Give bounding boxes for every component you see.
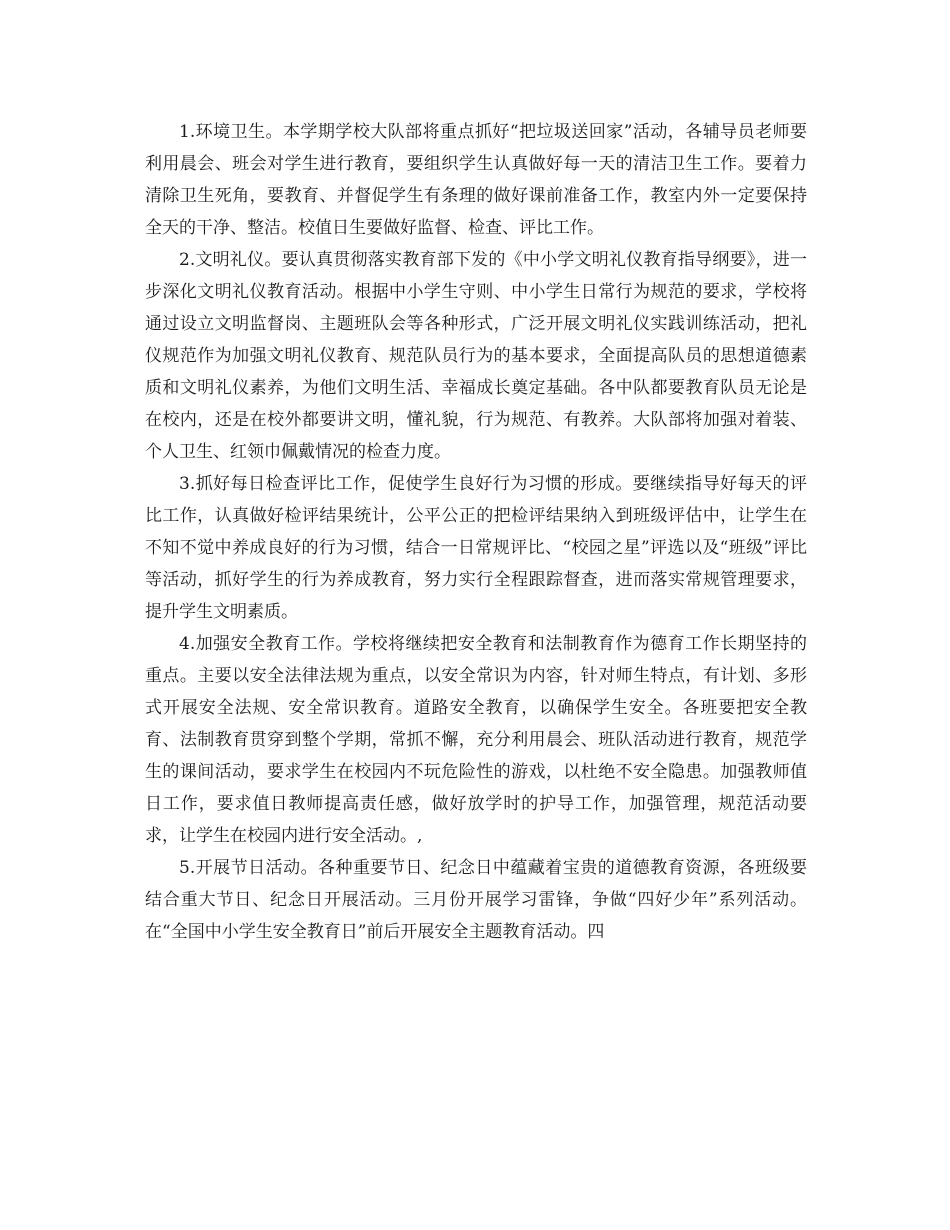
paragraph-holiday-activities: 5.开展节日活动。各种重要节日、纪念日中蕴藏着宝贵的道德教育资源，各班级要结合重大节日、纪念日开展活动。三月份开展学习雷锋，争做“四好少年”系列活动。在“全国中小学生安全教育日”前后开展安全主题教育活动。四	[145, 858, 807, 942]
paragraph-daily-inspection: 3.抓好每日检查评比工作，促使学生良好行为习惯的形成。要继续指导好每天的评比工作，认真做好检评结果统计，公平公正的把检评结果纳入到班级评估中，让学生在不知不觉中养成良好的行为习惯，结合一日常规评比、“校园之星”评选以及“班级”评比等活动，抓好学生的行为养成教育，努力实行全程跟踪督查，进而落实常规管理要求，提升学生文明素质。	[145, 474, 807, 622]
paragraph-civility-etiquette: 2.文明礼仪。要认真贯彻落实教育部下发的《中小学文明礼仪教育指导纲要》，进一步深化文明礼仪教育活动。根据中小学生守则、中小学生日常行为规范的要求，学校将通过设立文明监督岗、主题班队会等各种形式，广泛开展文明礼仪实践训练活动，把礼仪规范作为加强文明礼仪教育、规范队员行为的基本要求，全面提高队员的思想道德素质和文明礼仪素养，为他们文明生活、幸福成长奠定基础。各中队都要教育队员无论是在校内，还是在校外都要讲文明，懂礼貌，行为规范、有教养。大队部将加强对着装、个人卫生、红领巾佩戴情况的检查力度。	[145, 250, 807, 462]
paragraph-safety-education: 4.加强安全教育工作。学校将继续把安全教育和法制教育作为德育工作长期坚持的重点。主要以安全法律法规为重点，以安全常识为内容，针对师生特点，有计划、多形式开展安全法规、安全常识教育。道路安全教育，以确保学生安全。各班要把安全教育、法制教育贯穿到整个学期，常抓不懈，充分利用晨会、班队活动进行教育，规范学生的课间活动，要求学生在校园内不玩危险性的游戏，以杜绝不安全隐患。加强教师值日工作，要求值日教师提高责任感，做好放学时的护导工作，加强管理，规范活动要求，让学生在校园内进行安全活动。,	[145, 634, 807, 846]
paragraph-environment-hygiene: 1.环境卫生。本学期学校大队部将重点抓好“把垃圾送回家”活动，各辅导员老师要利用晨会、班会对学生进行教育，要组织学生认真做好每一天的清洁卫生工作。要着力清除卫生死角，要教育、并督促学生有条理的做好课前准备工作，教室内外一定要保持全天的干净、整洁。校值日生要做好监督、检查、评比工作。	[145, 122, 807, 238]
document-body	[145, 116, 807, 948]
